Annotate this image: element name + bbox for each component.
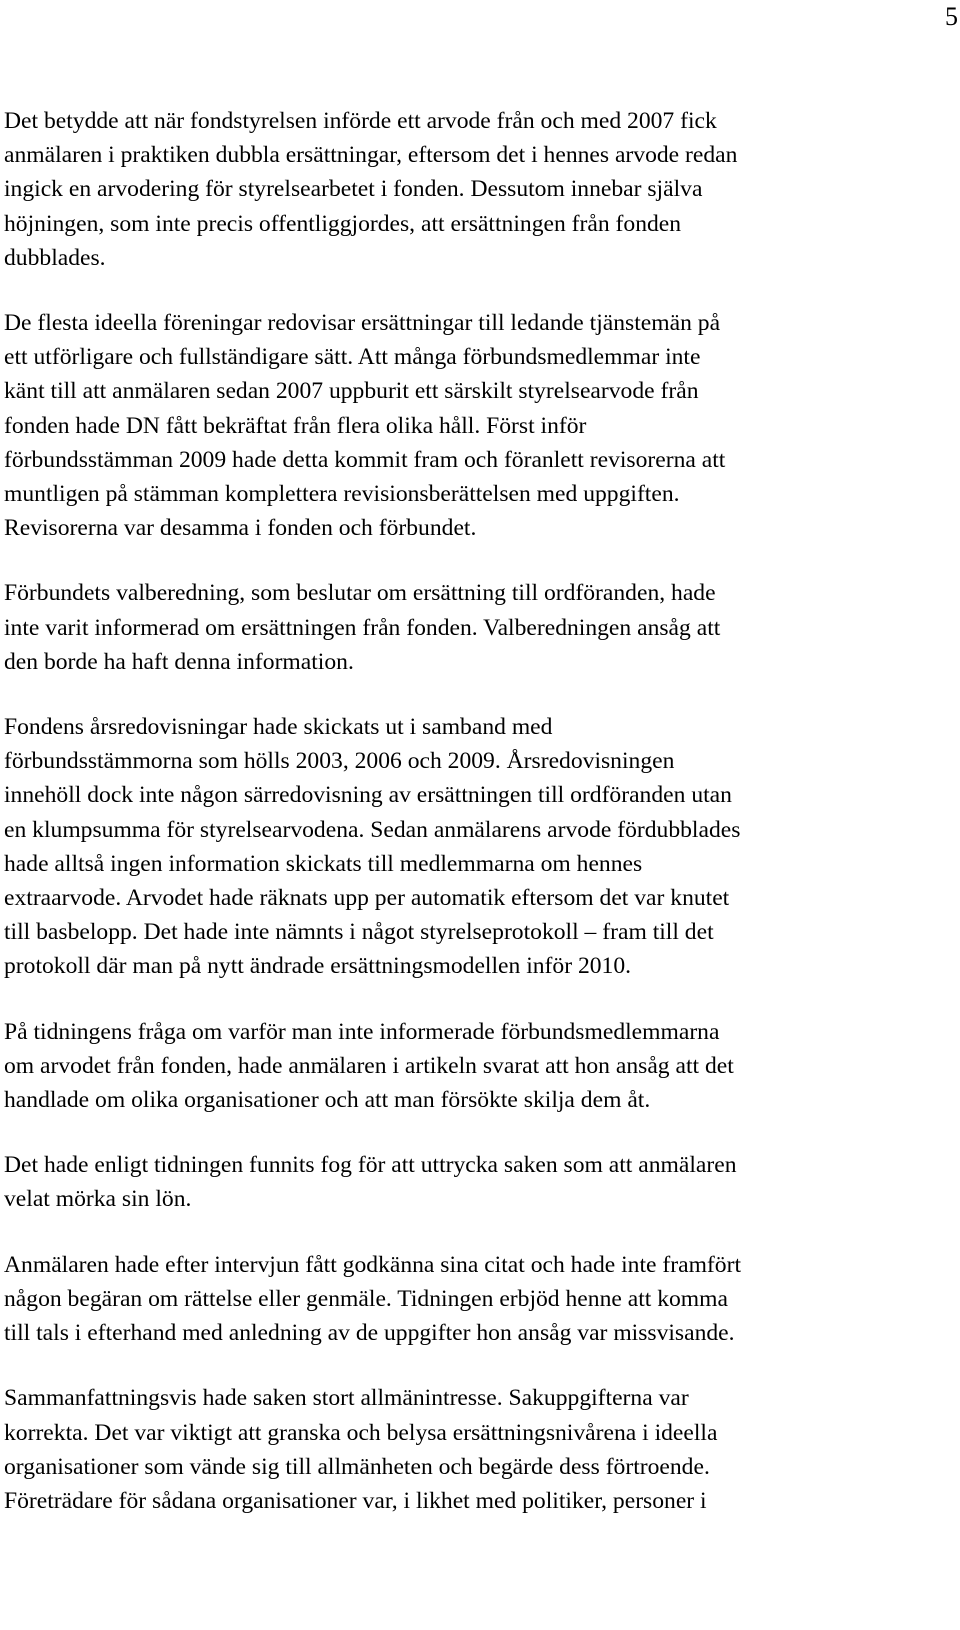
paragraph-1: Det betydde att när fondstyrelsen införde ett arvode från och med 2007 fick anmälaren i praktiken dubbla ersättningar, eftersom det i hennes arvode redan ingick en arvodering för styrelsearbetet i fonden. Dessutom innebar själva höjningen, som inte precis offentliggjordes, att ersättningen från fonden dubblades. <box>4 108 738 271</box>
paragraph-6: Det hade enligt tidningen funnits fog för att uttrycka saken som att anmälaren velat mörka sin lön. <box>4 1152 737 1213</box>
paragraph-2: De flesta ideella föreningar redovisar ersättningar till ledande tjänstemän på ett utförligare och fullständigare sätt. Att många förbundsmedlemmar inte känt till att anmälaren sedan 2007 uppburit ett särskilt styrelsearvode från fonden hade DN fått bekräftat från flera olika håll. Först inför förbundsstämman 2009 hade detta kommit fram och föranlett revisorerna att muntligen på stämman komplettera revisionsberättelsen med uppgiften. Revisorerna var desamma i fonden och förbundet. <box>4 310 726 542</box>
paragraph-4: Fondens årsredovisningar hade skickats ut i samband med förbundsstämmorna som hölls 2003, 2006 och 2009. Årsredovisningen innehöll dock inte någon särredovisning av ersättningen till ordföranden utan en klumpsumma för styrelsearvodena. Sedan anmälarens arvode fördubblades hade alltså ingen information skickats till medlemmarna om hennes extraarvode. Arvodet hade räknats upp per automatik eftersom det var knutet till basbelopp. Det hade inte nämnts i något styrelseprotokoll – fram till det protokoll där man på nytt ändrade ersättningsmodellen inför 2010. <box>4 714 741 980</box>
document-body <box>4 104 960 1518</box>
page-number: 5 <box>945 2 958 31</box>
paragraph-8: Sammanfattningsvis hade saken stort allmänintresse. Sakuppgifterna var korrekta. Det var viktigt att granska och belysa ersättningsnivårena i ideella organisationer som vände sig till allmänheten och begärde dess förtroende. Företrädare för sådana organisationer var, i likhet med politiker, personer i <box>4 1385 718 1514</box>
paragraph-7: Anmälaren hade efter intervjun fått godkänna sina citat och hade inte framfört någon begäran om rättelse eller genmäle. Tidningen erbjöd henne att komma till tals i efterhand med anledning av de uppgifter hon ansåg var missvisande. <box>4 1251 741 1347</box>
paragraph-5: På tidningens fråga om varför man inte informerade förbundsmedlemmarna om arvodet från fonden, hade anmälaren i artikeln svarat att hon ansåg att det handlade om olika organisationer och att man försökte skilja dem åt. <box>4 1018 734 1114</box>
paragraph-3: Förbundets valberedning, som beslutar om ersättning till ordföranden, hade inte varit informerad om ersättningen från fonden. Valberedningen ansåg att den borde ha haft denna information. <box>4 580 721 675</box>
